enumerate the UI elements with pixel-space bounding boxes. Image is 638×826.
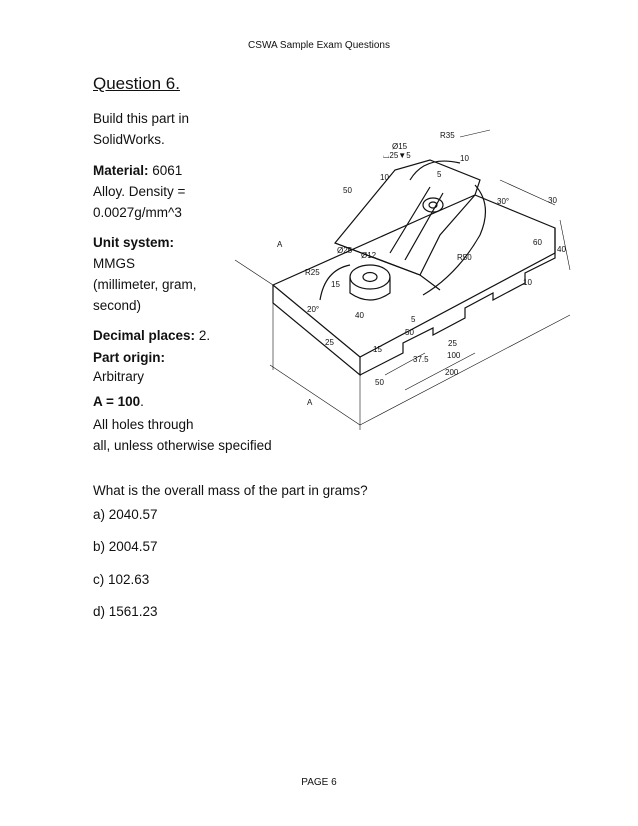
origin-label xyxy=(93,348,165,367)
material-value: 6061 xyxy=(148,163,183,178)
dim-40b: 40 xyxy=(355,311,364,320)
a-value-line xyxy=(93,391,144,412)
origin-block xyxy=(93,348,165,386)
dim-5a: 5 xyxy=(437,170,442,179)
dim-r50: R50 xyxy=(457,253,472,262)
dim-phi12: Ø12 xyxy=(361,251,377,260)
dim-phi15: Ø15 xyxy=(392,142,408,151)
question-title: Question 6. xyxy=(93,74,180,93)
option-c[interactable]: c) 102.63 xyxy=(93,572,150,587)
isometric-part-drawing xyxy=(225,125,580,435)
build-line-1: Build this part in xyxy=(93,111,190,126)
page-header: CSWA Sample Exam Questions xyxy=(248,40,390,51)
base-left-face xyxy=(273,285,360,375)
dim-50a: 50 xyxy=(343,186,352,195)
decimal-label: Decimal places: xyxy=(93,328,196,343)
unit-desc-2: second) xyxy=(93,298,142,313)
option-b[interactable]: b) 2004.57 xyxy=(93,539,158,554)
boss-top xyxy=(350,265,390,289)
dim-a-top-ext xyxy=(235,260,273,285)
dim-20deg: 20° xyxy=(307,305,320,314)
dim-10a: 10 xyxy=(380,173,389,182)
material-line-2: Alloy. Density = xyxy=(93,184,186,199)
dim-30deg: 30° xyxy=(497,197,510,206)
dim-cbore: ⌴25▼5 xyxy=(383,151,411,160)
option-d[interactable]: d) 1561.23 xyxy=(93,604,158,619)
material-label: Material: xyxy=(93,163,149,178)
unit-block xyxy=(93,232,197,316)
dim-30: 30 xyxy=(548,196,557,205)
origin-label-text: Part origin: xyxy=(93,350,166,365)
dim-15a: 15 xyxy=(331,280,340,289)
unit-label-text: Unit system: xyxy=(93,235,175,250)
dim-r25: R25 xyxy=(305,268,320,277)
option-a[interactable]: a) 2040.57 xyxy=(93,507,158,522)
question-text: What is the overall mass of the part in grams? xyxy=(93,483,368,498)
dim-r35: R35 xyxy=(440,131,455,140)
density-value: 0.0027g/mm^3 xyxy=(93,205,182,220)
dim-60: 60 xyxy=(533,238,542,247)
dim-25b: 25 xyxy=(448,339,457,348)
decimal-line xyxy=(93,325,210,346)
page-footer: PAGE 6 xyxy=(301,777,337,788)
dim-5b: 5 xyxy=(411,315,416,324)
dim-40: 40 xyxy=(557,245,566,254)
dim-15b: 15 xyxy=(373,345,382,354)
holes-line-2: all, unless otherwise specified xyxy=(93,438,272,453)
dim-37-5: 37.5 xyxy=(413,355,429,364)
build-instruction xyxy=(93,108,189,150)
dim-a-top: A xyxy=(277,240,283,249)
dim-100: 100 xyxy=(447,351,461,360)
boss-hole xyxy=(363,273,377,282)
material-line xyxy=(93,160,185,181)
dim-50c: 50 xyxy=(375,378,384,387)
dim-a-bottom xyxy=(270,365,360,425)
dim-200: 200 xyxy=(445,368,459,377)
unit-desc-1: (millimeter, gram, xyxy=(93,277,197,292)
dim-200 xyxy=(360,315,570,425)
material-block xyxy=(93,160,185,223)
dim-a-bottom-label: A xyxy=(307,398,313,407)
holes-line-1: All holes through xyxy=(93,417,194,432)
a-value: A = 100 xyxy=(93,394,141,409)
dim-10c: 10 xyxy=(523,278,532,287)
dim-phi25: Ø25 xyxy=(337,246,353,255)
a-suffix: . xyxy=(140,394,144,409)
dim-50b: 50 xyxy=(405,328,414,337)
dim-10b: 10 xyxy=(460,154,469,163)
dim-r35-leader xyxy=(460,130,490,137)
unit-value: MMGS xyxy=(93,256,135,271)
decimal-value: 2. xyxy=(195,328,211,343)
build-line-2: SolidWorks. xyxy=(93,132,165,147)
dim-25a: 25 xyxy=(325,338,334,347)
unit-label xyxy=(93,232,197,253)
origin-value: Arbitrary xyxy=(93,369,145,384)
